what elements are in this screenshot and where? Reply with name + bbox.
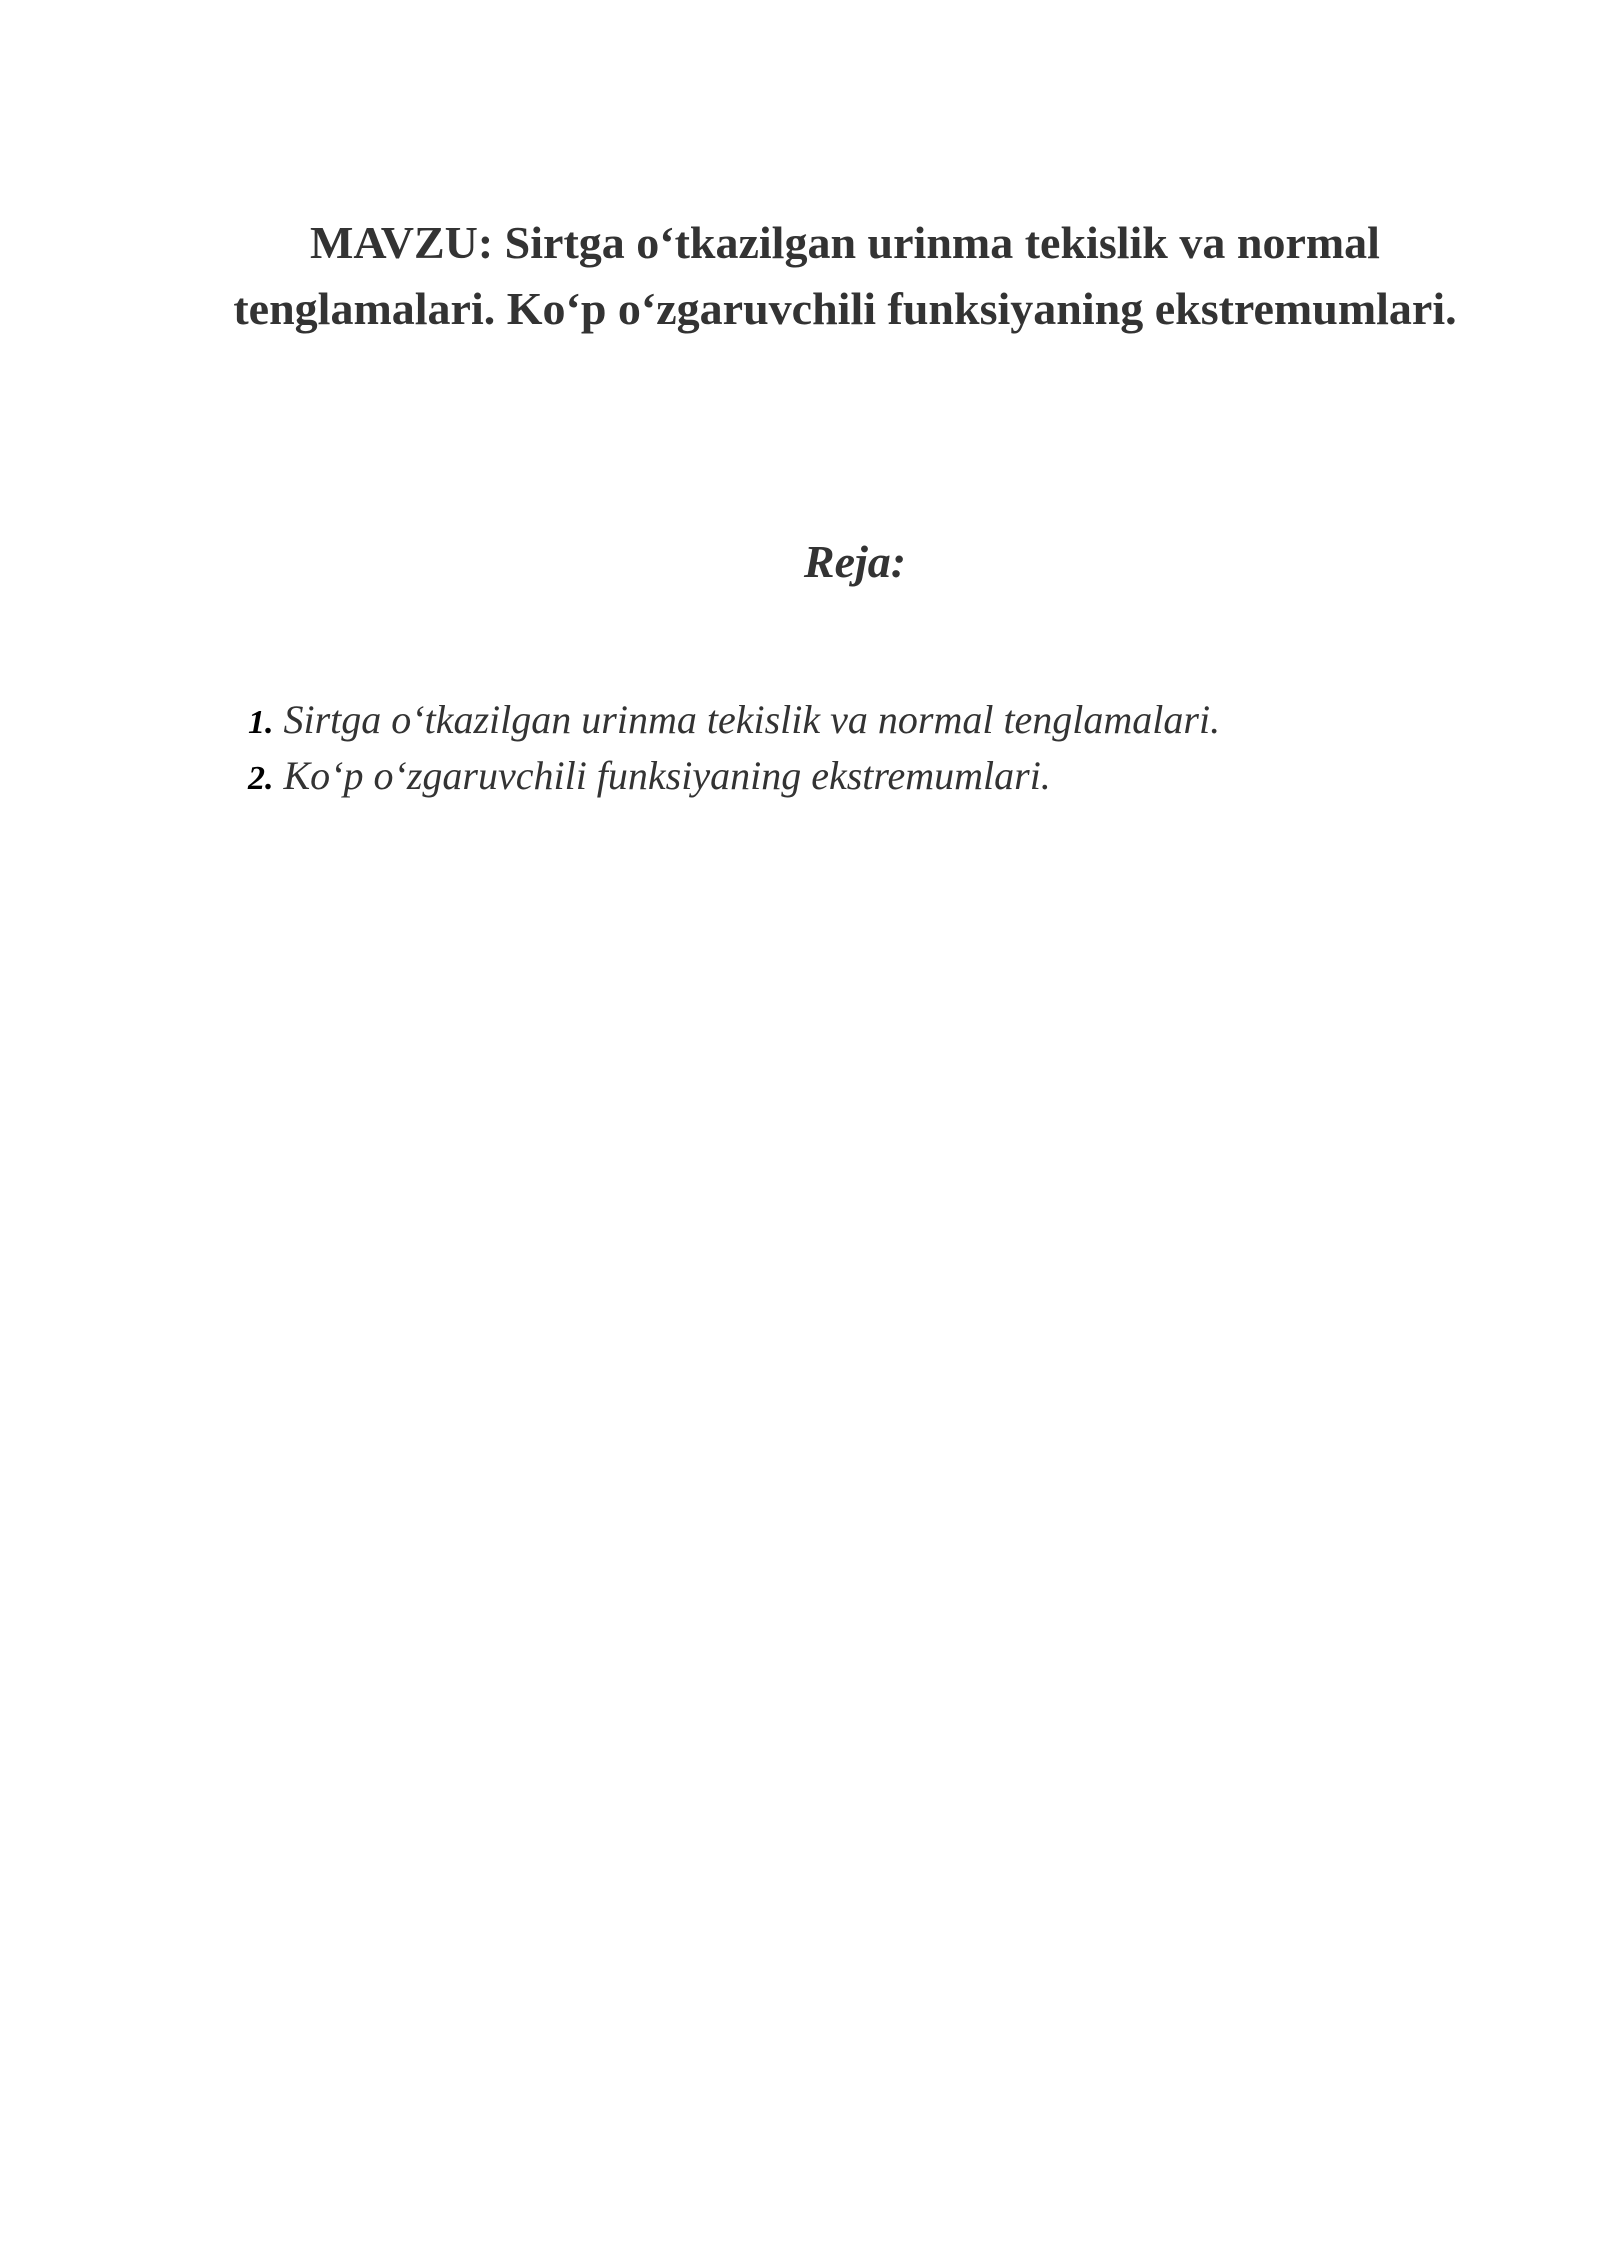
plan-item-number: 2.	[248, 760, 274, 797]
page-title-line-2: tenglamalari. Ko‘p o‘zgaruvchili funksiyaning ekstremumlari.	[233, 283, 1457, 334]
plan-list-item	[248, 748, 1220, 804]
page-title-line-1: MAVZU: Sirtga o‘tkazilgan urinma tekislik va normal	[310, 217, 1380, 268]
plan-item-text: Sirtga o‘tkazilgan urinma tekislik va normal tenglamalari.	[283, 697, 1221, 742]
plan-item-number: 1.	[248, 704, 274, 741]
plan-item-text: Ko‘p o‘zgaruvchili funksiyaning ekstremumlari.	[283, 753, 1051, 798]
plan-list	[248, 692, 1220, 804]
plan-heading: Reja:	[803, 536, 907, 587]
plan-list-item	[248, 692, 1220, 748]
page-title	[160, 210, 1530, 342]
